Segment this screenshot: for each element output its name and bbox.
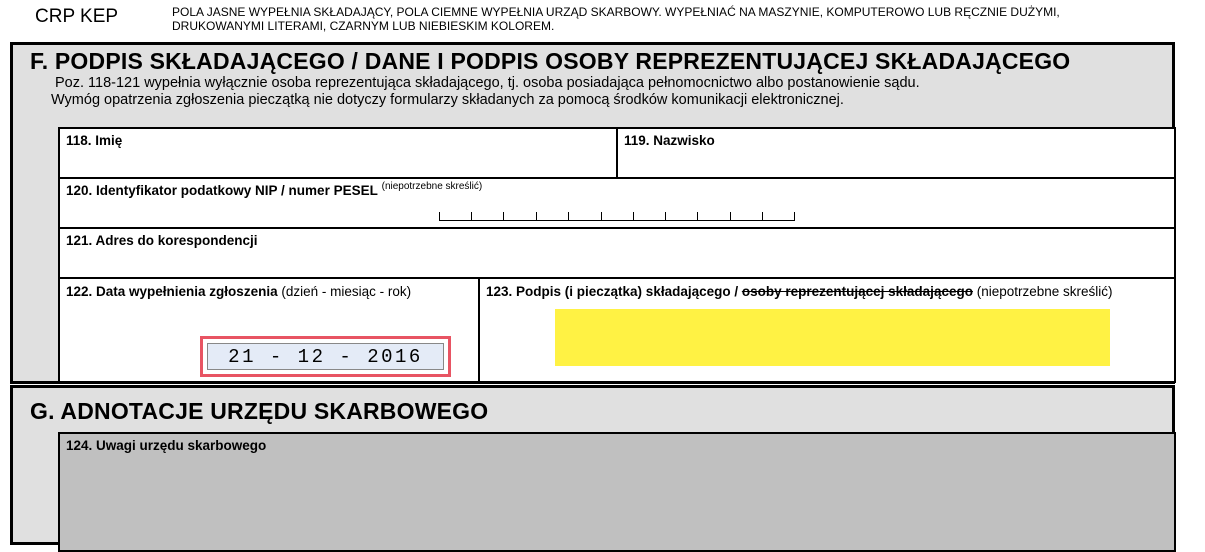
correspondence-address-label: 121. Adres do korespondencji (66, 233, 258, 248)
section-f-title: F. PODPIS SKŁADAJĄCEGO / DANE I PODPIS OSOBY REPREZENTUJĄCEJ SKŁADAJĄCEGO (30, 48, 1071, 74)
office-remarks-label: 124. Uwagi urzędu skarbowego (66, 438, 267, 453)
office-remarks-field (58, 432, 1176, 552)
correspondence-address-field[interactable] (58, 227, 1176, 279)
last-name-field[interactable] (616, 127, 1176, 179)
section-g-title: G. ADNOTACJE URZĘDU SKARBOWEGO (30, 398, 489, 424)
first-name-field[interactable] (58, 127, 618, 179)
first-name-label: 118. Imię (66, 133, 123, 148)
nip-pesel-hint: (niepotrzebne skreślić) (381, 181, 483, 192)
section-f-note-1: Poz. 118-121 wypełnia wyłącznie osoba reprezentująca składającego, tj. osoba posiadająca pełnomocnictwo albo postanowienie sądu. (55, 75, 920, 91)
fill-date-input[interactable]: 21 - 12 - 2016 (207, 343, 444, 370)
signature-area[interactable] (555, 309, 1110, 366)
fill-date-highlight (200, 336, 451, 377)
signature-struck-text: osoby reprezentującej składającego (741, 284, 973, 299)
nip-pesel-label: 120. Identyfikator podatkowy NIP / numer PESEL $^{(niepotrzebne skreślić)}$ (66, 181, 483, 198)
signature-hint: (niepotrzebne skreślić) (976, 284, 1113, 299)
section-f-note-2: Wymóg opatrzenia zgłoszenia pieczątką nie dotyczy formularzy składanych za pomocą środków komunikacji elektronicznej. (51, 92, 844, 108)
fill-date-hint: (dzień - miesiąc - rok) (281, 284, 412, 299)
fill-date-label: 122. Data wypełnienia zgłoszenia (dzień - miesiąc - rok) (66, 284, 412, 299)
fill-instructions (172, 5, 1182, 33)
signature-label: 123. Podpis (i pieczątka) składającego / osoby reprezentującej składającego (niepotrzebne skreślić) (486, 284, 1113, 299)
fill-instructions-line1: POLA JASNE WYPEŁNIA SKŁADAJĄCY, POLA CIEMNE WYPEŁNIA URZĄD SKARBOWY. WYPEŁNIAĆ NA MASZYNIE, KOMPUTEROWO LUB RĘCZNIE DUŻYMI, (172, 5, 1060, 19)
nip-pesel-field[interactable] (58, 177, 1176, 229)
nip-digit-comb[interactable] (439, 210, 795, 221)
last-name-label: 119. Nazwisko (624, 133, 715, 148)
fill-instructions-line2: DRUKOWANYMI LITERAMI, CZARNYM LUB NIEBIESKIM KOLOREM. (172, 19, 555, 33)
form-code: CRP KEP (35, 6, 119, 27)
